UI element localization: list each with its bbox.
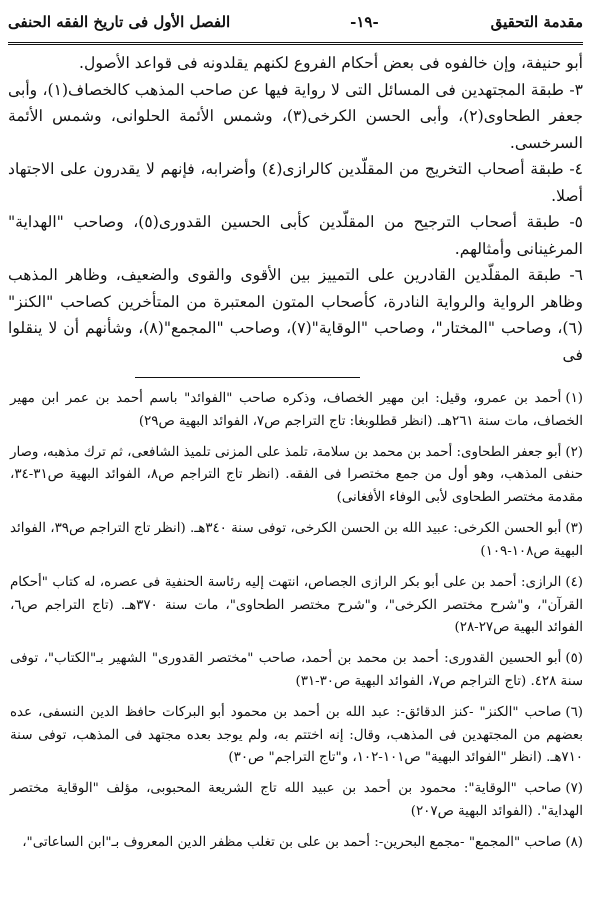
footnote (10, 702, 583, 770)
running-header (8, 2, 583, 45)
footnote-number: (٥) (565, 651, 583, 667)
footnote-number: (٤) (565, 574, 583, 590)
footnote-number: (٢) (565, 444, 583, 460)
paragraph: ٣- طبقة المجتهدين فى المسائل التى لا رواية فيها عن صاحب المذهب كالخصاف(١)، وأبى جعفر الطحاوى(٢)، وأبى الحسن الكرخى(٣)، وشمس الأئمة الحلوانى، وشمس الأئمة السرخسى. (8, 80, 583, 152)
footnotes (10, 388, 583, 863)
footnote-text: صاحب "الكنز" -كنز الدقائق-: عبد الله بن أحمد بن محمود أبو البركات حافظ الدين النسفى، عده بعضهم من المجتهدين فى المذهب، وقال: إنه اختتم به، ولم يوجد بعده مجتهد فى المذهب، توفى سنة ٧١٠هـ. (انظر "الفوائد البهية" ص١٠١-١٠٢، و"تاج التراجم" ص٣٠) (10, 705, 583, 766)
header-chapter-title: الفصل الأول فى تاريخ الفقه الحنفى (8, 13, 231, 31)
footnote (10, 832, 583, 855)
paragraph: ٤- طبقة أصحاب التخريج من المقلّدين كالرازى(٤) وأضرابه، فإنهم لا يقدرون على الاجتهاد أصلا. (8, 160, 583, 205)
paragraph: ٦- طبقة المقلّدين القادرين على التمييز بين الأقوى والقوى والضعيف، وظاهر المذهب وظاهر الرواية والرواية النادرة، كأصحاب المتون المعتبرة من المتأخرين كصاحب "الكنز"(٦)، وصاحب "المختار"، وصاحب "الوقاية"(٧)، وصاحب "المجمع"(٨)، وشأنهم أن لا ينقلوا فى (8, 266, 583, 364)
header-section-title: مقدمة التحقيق (490, 13, 583, 31)
footnote (10, 778, 583, 823)
footnote-text: أبو جعفر الطحاوى: أحمد بن محمد بن سلامة، تلمذ على المزنى تلميذ الشافعى، ثم ترك مذهبه، وصار حنفى المذهب، وهو أول من جمع مختصرا فى الفقه. (انظر تاج التراجم ص٨، الفوائد البهية ص٣١-٣٤، مقدمة مختصر الطحاوى لأبى الوفاء الأفغانى) (10, 444, 584, 505)
footnote-text: أبو الحسين القدورى: أحمد بن محمد بن أحمد، صاحب "مختصر القدورى" الشهير بـ"الكتاب"، توفى سنة ٤٢٨. (تاج التراجم ص٧، الفوائد البهية ص٣٠-٣١) (10, 651, 583, 689)
footnote-number: (٣) (565, 521, 583, 537)
page-number: -١٩- (350, 13, 379, 31)
footnote-number: (٦) (565, 705, 583, 721)
footnote (10, 648, 583, 693)
header-chapter (342, 13, 379, 31)
footnote (10, 388, 583, 433)
main-text (8, 50, 583, 368)
footnote-number: (١) (565, 391, 583, 406)
footnote-number: (٨) (565, 835, 583, 851)
footnote (10, 442, 583, 510)
footnote (10, 572, 583, 640)
paragraph: ٥- طبقة أصحاب الترجيح من المقلّدين كأبى الحسين القدورى(٥)، وصاحب "الهداية" المرغينانى وأمثالهم. (8, 213, 583, 258)
footnote-text: صاحب "المجمع" -مجمع البحرين-: أحمد بن على بن تغلب مظفر الدين المعروف بـ"ابن الساعاتى"، (22, 835, 562, 851)
footnote (10, 518, 583, 563)
footnote-separator (135, 377, 360, 378)
footnote-text: أبو الحسن الكرخى: عبيد الله بن الحسن الكرخى، توفى سنة ٣٤٠هـ. (انظر تاج التراجم ص٣٩، الفوائد البهية ص١٠٨-١٠٩) (10, 521, 583, 559)
footnote-number: (٧) (565, 781, 583, 797)
footnote-text: الرازى: أحمد بن على أبو بكر الرازى الجصاص، انتهت إليه رئاسة الحنفية فى عصره، له كتاب "أحكام القرآن"، و"شرح مختصر الكرخى"، و"شرح مختصر الطحاوى"، مات سنة ٣٧٠هـ. (تاج التراجم ص٦، الفوائد البهية ص٢٧-٢٨) (10, 574, 584, 636)
footnote-text: أحمد بن عمرو، وقيل: ابن مهير الخصاف، وذكره صاحب "الفوائد" باسم أحمد بن عمر ابن مهير الخصاف، مات سنة ٢٦١هـ. (انظر قطلوبغا: تاج التراجم ص٧، الفوائد البهية ص٢٩) (10, 391, 583, 429)
footnote-text: صاحب "الوقاية": محمود بن أحمد بن عبيد الله تاج الشريعة المحبوبى، مؤلف "الوقاية مختصر الهداية". (الفوائد البهية ص٢٠٧) (10, 781, 583, 820)
paragraph: أبو حنيفة، وإن خالفوه فى بعض أحكام الفروع لكنهم يقلدونه فى قواعد الأصول. (79, 54, 583, 72)
